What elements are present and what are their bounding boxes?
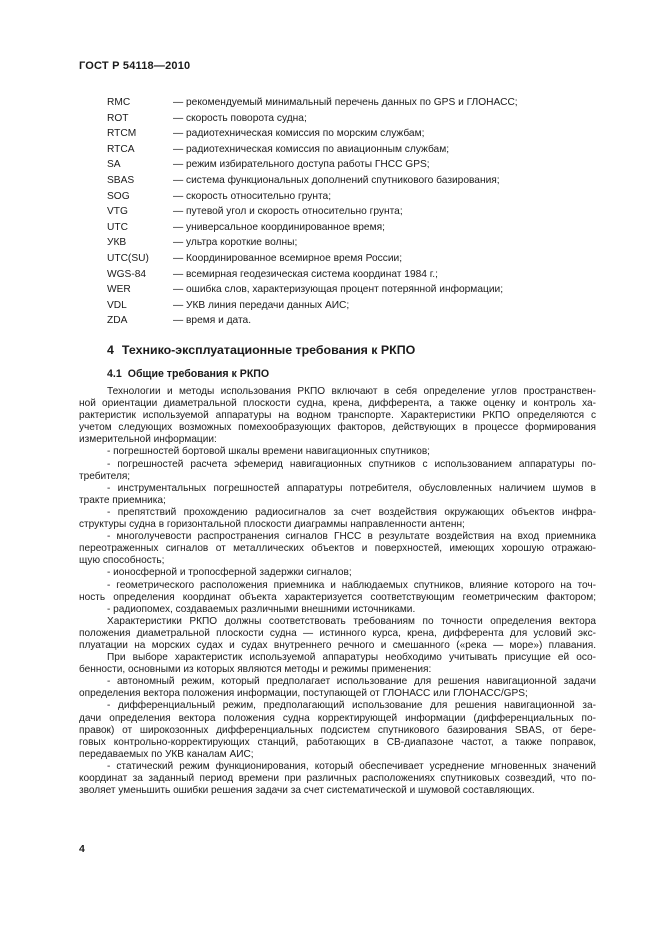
paragraph-line: ной ориентации диаметральной плоскости судна, крена, дифферента, а также оценку и контроль ха- bbox=[79, 398, 596, 410]
abbreviation-code: VTG bbox=[107, 206, 128, 218]
abbreviation-definition: время и дата. bbox=[186, 315, 252, 327]
abbreviation-dash: — bbox=[173, 315, 184, 327]
abbreviation-dash: — bbox=[173, 284, 184, 296]
abbreviation-dash: — bbox=[173, 159, 184, 171]
abbreviation-code: SA bbox=[107, 159, 121, 171]
paragraph-line: При выборе характеристик используемой аппаратуры необходимо учитывать присущие ей осо- bbox=[107, 652, 596, 664]
abbreviation-dash: — bbox=[173, 112, 184, 124]
abbreviation-row bbox=[107, 313, 577, 329]
paragraph-line: измерительной информации: bbox=[79, 434, 217, 446]
abbreviation-definition: скорость поворота судна; bbox=[186, 112, 307, 124]
abbreviation-dash: — bbox=[173, 252, 184, 264]
paragraph-line: зволяет уменьшить ошибки решения задачи за счет систематической и шумовой составляющих. bbox=[79, 785, 535, 797]
abbreviation-dash: — bbox=[173, 190, 184, 202]
paragraph-line: переотраженных сигналов от металлических объектов и поверхностей, имеющих хорошую отражаю- bbox=[79, 543, 596, 555]
paragraph-line: координат за заданный период времени при различных расположениях спутниковых созвездий, что по- bbox=[79, 773, 596, 784]
abbreviation-row bbox=[107, 95, 577, 111]
paragraph-line: - статический режим функционирования, который обеспечивает усреднение мгновенных значений bbox=[107, 760, 596, 772]
paragraph-line: говых контрольно-корректирующих станций, работающих в СВ-диапазоне частот, а также поправок, bbox=[79, 736, 596, 748]
abbreviation-definition: радиотехническая комиссия по авиационным службам; bbox=[186, 143, 450, 155]
paragraph-line: щую способность; bbox=[79, 555, 165, 567]
section-title: Технико-эксплуатационные требования к РКПО bbox=[121, 343, 416, 357]
subsection-heading bbox=[107, 368, 269, 380]
paragraph-line: тракте приемника; bbox=[79, 494, 166, 506]
abbreviation-code: WGS-84 bbox=[107, 268, 147, 280]
abbreviation-row bbox=[107, 282, 577, 298]
paragraph-line: - автономный режим, который предполагает использование для решения навигационной задачи bbox=[107, 676, 596, 688]
paragraph-line: - погрешностей расчета эфемерид навигационных спутников с использованием аппаратуры по- bbox=[107, 458, 596, 470]
abbreviation-list bbox=[107, 95, 577, 329]
paragraph-line: - геометрического расположения приемника и наблюдаемых спутников, влияние которого на точ- bbox=[107, 579, 596, 591]
subsection-number: 4.1 bbox=[107, 368, 122, 380]
abbreviation-code: VDL bbox=[107, 299, 127, 311]
abbreviation-code: RTCM bbox=[107, 128, 137, 140]
paragraph-line: - многолучевости распространения сигналов ГНСС в результате воздействия на вход приемника bbox=[107, 531, 596, 543]
abbreviation-dash: — bbox=[173, 97, 184, 108]
abbreviation-definition: ультра короткие волны; bbox=[186, 237, 298, 249]
abbreviation-dash: — bbox=[173, 206, 184, 218]
abbreviation-definition: ошибка слов, характеризующая процент потерянной информации; bbox=[186, 284, 504, 296]
paragraph-line: плуатации на морских судах и судах внутреннего речного и смешанного («река — море») плавания. bbox=[79, 639, 596, 651]
abbreviation-code: RMC bbox=[107, 97, 131, 108]
paragraph-line: Технологии и методы использования РКПО включают в себя определение углов пространствен- bbox=[107, 386, 596, 397]
abbreviation-definition: скорость относительно грунта; bbox=[186, 190, 332, 202]
paragraph-line: - ионосферной и тропосферной задержки сигналов; bbox=[107, 567, 352, 579]
abbreviation-row bbox=[107, 251, 577, 267]
paragraph-line: бенности, основными из которых являются методы и режимы применения: bbox=[79, 664, 432, 676]
abbreviation-dash: — bbox=[173, 237, 184, 249]
abbreviation-row bbox=[107, 298, 577, 314]
paragraph-line: - погрешностей бортовой шкалы времени навигационных спутников; bbox=[107, 446, 430, 458]
section-heading bbox=[107, 343, 415, 357]
abbreviation-definition: рекомендуемый минимальный перечень данных по GPS и ГЛОНАСС; bbox=[186, 97, 518, 108]
section-number: 4 bbox=[107, 343, 114, 357]
paragraph-line: дачи определения вектора положения судна корректирующей информации (дифференциальных по- bbox=[79, 712, 596, 724]
paragraph-line: Характеристики РКПО должны соответствовать требованиям по точности определения вектора bbox=[107, 615, 596, 627]
abbreviation-definition: радиотехническая комиссия по морским службам; bbox=[186, 128, 425, 140]
abbreviation-definition: универсальное координированное время; bbox=[186, 221, 385, 233]
abbreviation-code: SBAS bbox=[107, 174, 135, 186]
abbreviation-row bbox=[107, 220, 577, 236]
abbreviation-definition: Координированное всемирное время России; bbox=[186, 252, 403, 264]
abbreviation-code: RTCA bbox=[107, 143, 135, 155]
paragraph-line: структуры судна в горизонтальной плоскости диаграммы направленности антенн; bbox=[79, 519, 465, 531]
abbreviation-dash: — bbox=[173, 299, 184, 311]
abbreviation-dash: — bbox=[173, 143, 184, 155]
paragraph-line: учетом следующих возможных помехообразующих факторов, действующих в процессе формирования bbox=[79, 422, 596, 434]
page-number: 4 bbox=[79, 843, 85, 855]
paragraph-line: - инструментальных погрешностей аппаратуры потребителя, обусловленных наличием шумов в bbox=[107, 482, 596, 494]
document-header: ГОСТ Р 54118—2010 bbox=[79, 60, 191, 72]
abbreviation-code: ZDA bbox=[107, 315, 128, 327]
abbreviation-row bbox=[107, 189, 577, 205]
paragraph-line: - препятствий прохождению радиосигналов за счет воздействия окружающих объектов инфра- bbox=[107, 506, 596, 518]
paragraph-line: требителя; bbox=[79, 470, 131, 482]
abbreviation-code: UTC bbox=[107, 221, 128, 233]
abbreviation-code: ROT bbox=[107, 112, 129, 124]
abbreviation-code: SOG bbox=[107, 190, 130, 202]
paragraph-line: рактеристик используемой аппаратуры на водном транспорте. Характеристики РКПО определяются с bbox=[79, 410, 596, 422]
abbreviation-definition: путевой угол и скорость относительно грунта; bbox=[186, 206, 403, 218]
subsection-title: Общие требования к РКПО bbox=[127, 368, 270, 380]
paragraph-line: передаваемых по УКВ каналам АИС; bbox=[79, 748, 254, 760]
abbreviation-row bbox=[107, 173, 577, 189]
abbreviation-code: WER bbox=[107, 284, 131, 296]
paragraph-line: положения диаметральной плоскости судна — истинного курса, крена, дифферента для условий экс- bbox=[79, 627, 596, 639]
abbreviation-dash: — bbox=[173, 174, 184, 186]
abbreviation-definition: УКВ линия передачи данных АИС; bbox=[186, 299, 350, 311]
abbreviation-code: УКВ bbox=[107, 237, 127, 249]
paragraph-line: - радиопомех, создаваемых различными внешними источниками. bbox=[107, 603, 416, 615]
paragraph-line: - дифференциальный режим, предполагающий использование для решения навигационной за- bbox=[107, 700, 596, 712]
paragraph-line: определения вектора положения информации, поступающей от ГЛОНАСС или ГЛОНАСС/GPS; bbox=[79, 688, 528, 700]
abbreviation-row bbox=[107, 142, 577, 158]
abbreviation-code: UTC(SU) bbox=[107, 252, 149, 264]
abbreviation-row bbox=[107, 235, 577, 251]
abbreviation-dash: — bbox=[173, 268, 184, 280]
abbreviation-row bbox=[107, 204, 577, 220]
paragraph-line: правок) от широкозонных дифференциальных подсистем спутникового базирования SBAS, от бере- bbox=[79, 724, 596, 736]
abbreviation-row bbox=[107, 267, 577, 283]
abbreviation-row bbox=[107, 126, 577, 142]
abbreviation-definition: режим избирательного доступа работы ГНСС GPS; bbox=[186, 159, 430, 171]
abbreviation-definition: всемирная геодезическая система координат 1984 г.; bbox=[186, 268, 438, 280]
abbreviation-row bbox=[107, 111, 577, 127]
abbreviation-dash: — bbox=[173, 221, 184, 233]
paragraph-line: ность определения координат объекта характеризуется соответствующим геометрическим фактором; bbox=[79, 591, 596, 603]
abbreviation-row bbox=[107, 157, 577, 173]
body-text bbox=[79, 386, 596, 797]
abbreviation-definition: система функциональных дополнений спутникового базирования; bbox=[186, 174, 500, 186]
abbreviation-dash: — bbox=[173, 128, 184, 140]
